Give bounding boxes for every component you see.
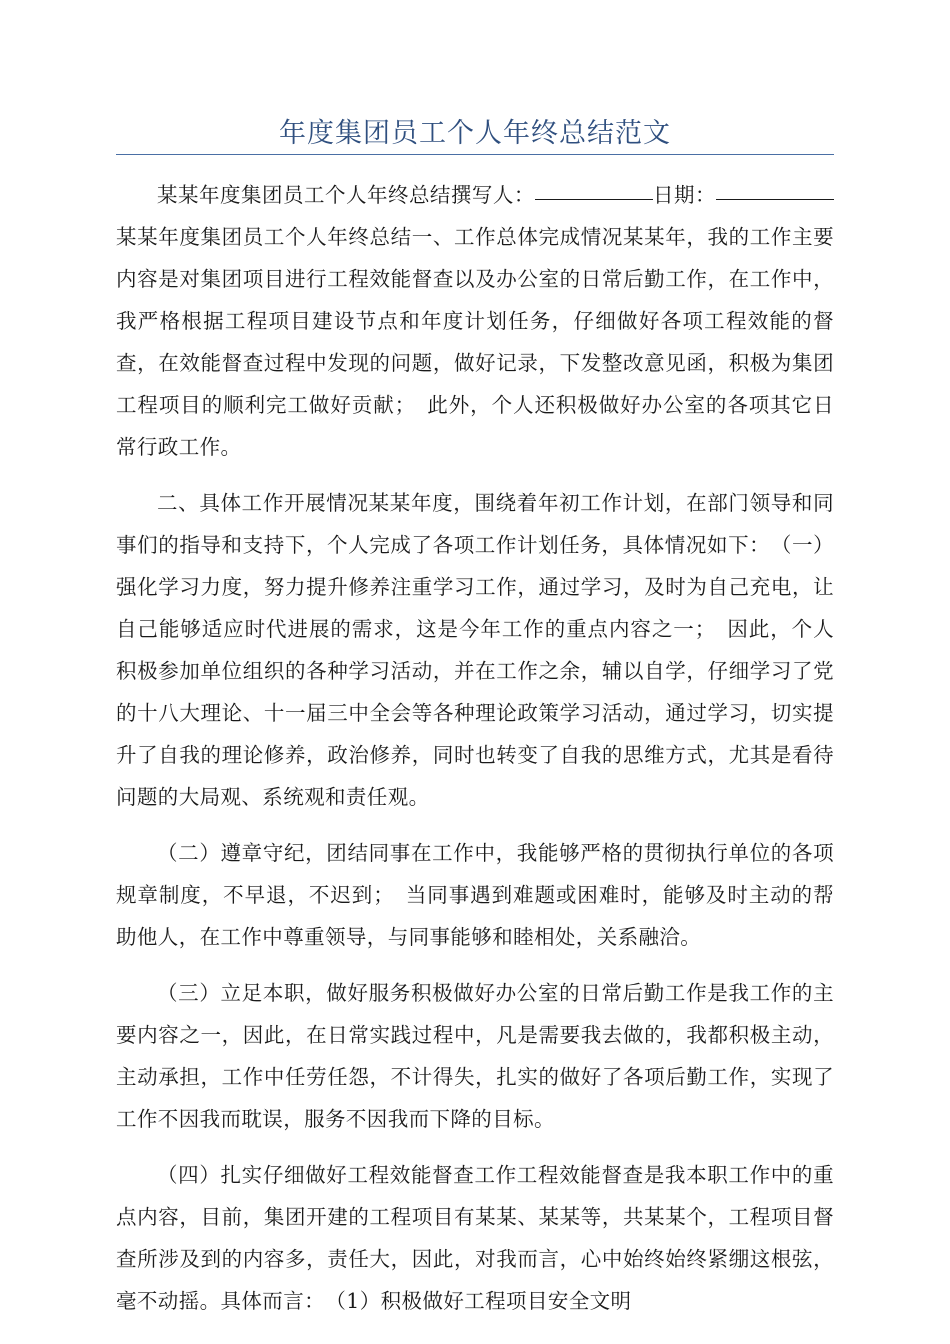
author-blank-line	[535, 198, 653, 200]
paragraph-1-part-1: 某某年度集团员工个人年终总结撰写人：	[157, 183, 535, 207]
paragraph-1-part-2: 日期：	[652, 183, 717, 207]
document-body	[116, 174, 834, 1336]
title-underline	[116, 154, 834, 155]
paragraph-2: 二、具体工作开展情况某某年度，围绕着年初工作计划，在部门领导和同事们的指导和支持下，个人完成了各项工作计划任务，具体情况如下： （一）强化学习力度，努力提升修养注重学习工作，通过学习，及时为自己充电，让自己能够适应时代进展的需求，这是今年工作的重点内容之一； 因此，个人积极参加单位组织的各种学习活动，并在工作之余，辅以自学，仔细学习了党的十八大理论、十一届三中全会等各种理论政策学习活动，通过学习，切实提升了自我的理论修养，政治修养，同时也转变了自我的思维方式，尤其是看待问题的大局观、系统观和责任观。	[116, 491, 834, 809]
paragraph-1	[116, 174, 834, 468]
paragraph-1-part-3: 某某年度集团员工个人年终总结一、工作总体完成情况某某年，我的工作主要内容是对集团项目进行工程效能督查以及办公室的日常后勤工作，在工作中，我严格根据工程项目建设节点和年度计划任务，仔细做好各项工程效能的督查，在效能督查过程中发现的问题，做好记录，下发整改意见函，积极为集团工程项目的顺利完工做好贡献； 此外，个人还积极做好办公室的各项其它日常行政工作。	[116, 225, 834, 459]
paragraph-5: （四）扎实仔细做好工程效能督查工作工程效能督查是我本职工作中的重点内容，目前，集团开建的工程项目有某某、某某等，共某某个，工程项目督查所涉及到的内容多，责任大，因此，对我而言，心中始终始终紧绷这根弦，毫不动摇。具体而言： （1）积极做好工程项目安全文明	[116, 1163, 834, 1313]
paragraph-3: （二）遵章守纪，团结同事在工作中，我能够严格的贯彻执行单位的各项规章制度，不早退，不迟到； 当同事遇到难题或困难时，能够及时主动的帮助他人，在工作中尊重领导，与同事能够和睦相处，关系融洽。	[116, 841, 834, 949]
document-title: 年度集团员工个人年终总结范文	[279, 118, 671, 149]
date-blank-line	[716, 198, 834, 200]
paragraph-4: （三）立足本职，做好服务积极做好办公室的日常后勤工作是我工作的主要内容之一，因此，在日常实践过程中，凡是需要我去做的，我都积极主动，主动承担，工作中任劳任怨，不计得失，扎实的做好了各项后勤工作，实现了工作不因我而耽误，服务不因我而下降的目标。	[116, 981, 834, 1131]
